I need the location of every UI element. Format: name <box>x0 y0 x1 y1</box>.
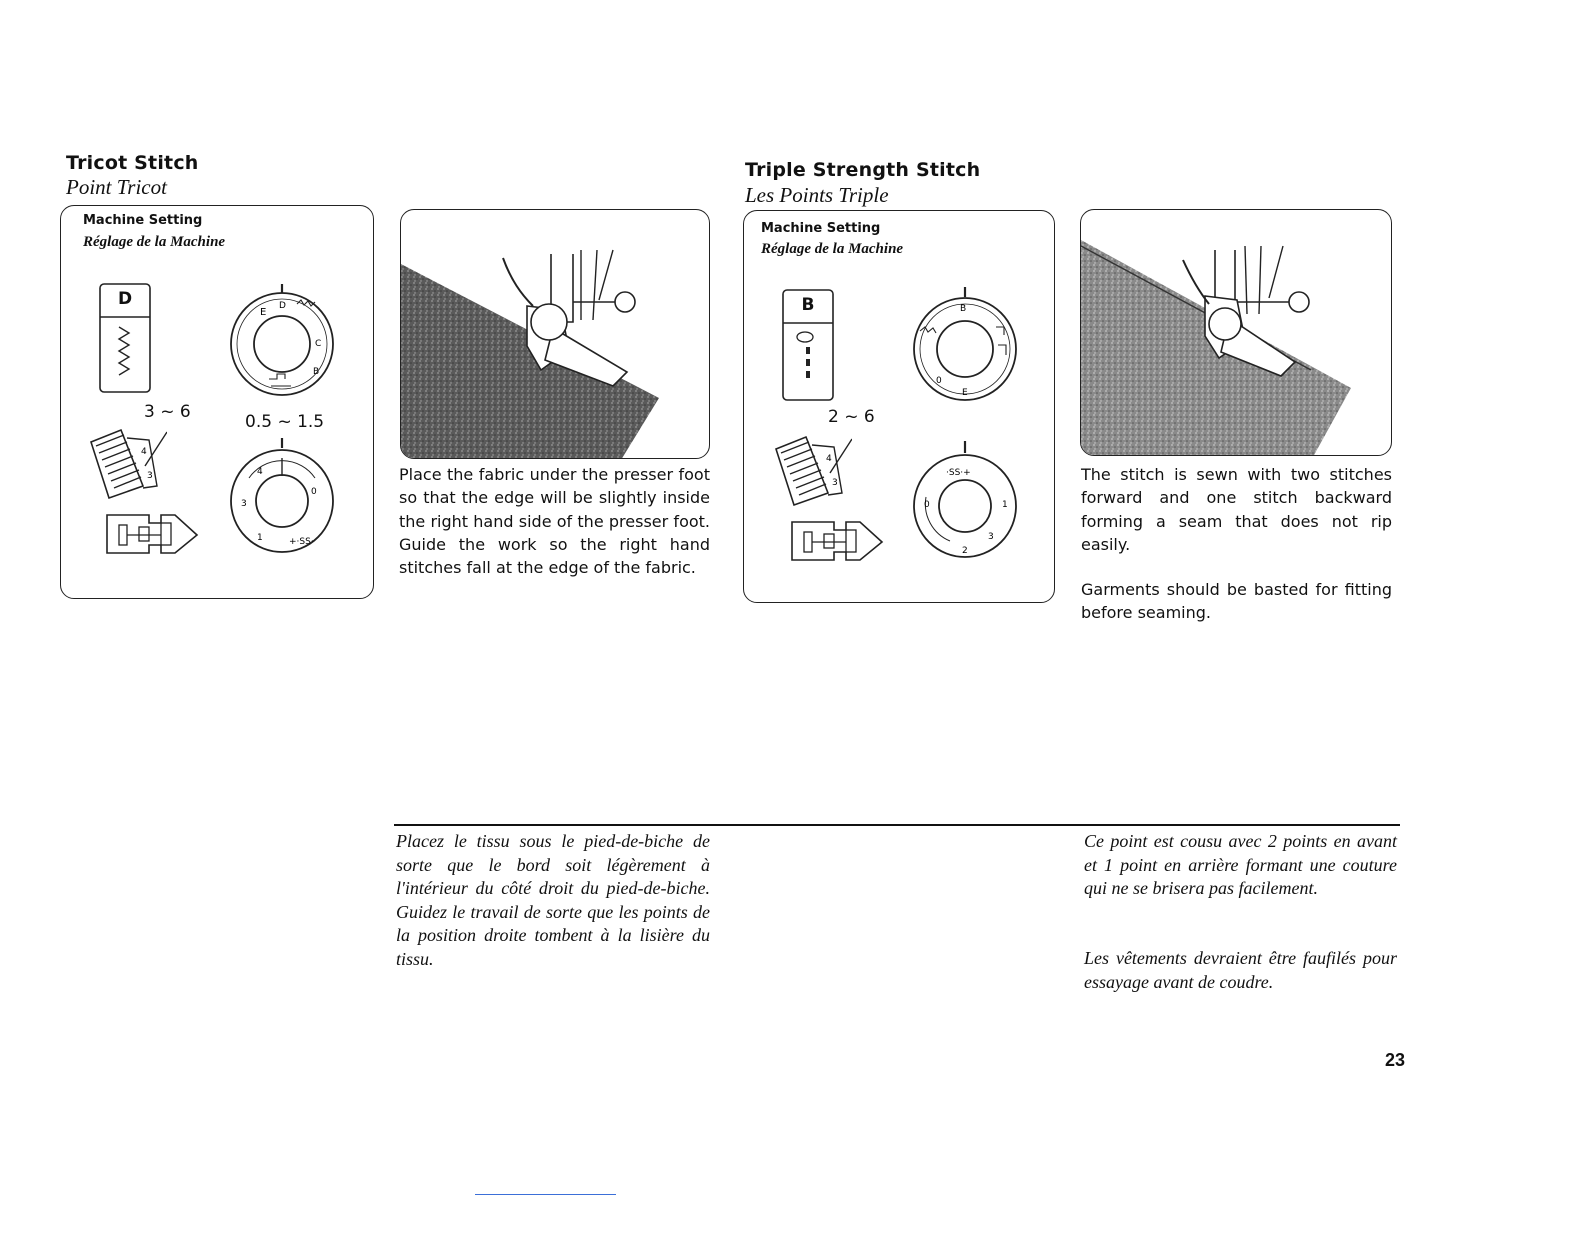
pattern-selector-card <box>782 289 834 401</box>
pattern-selector-card <box>99 283 151 393</box>
presser-foot-icon <box>790 516 886 564</box>
triple-title-fr: Les Points Triple <box>745 183 889 207</box>
triple-description-en-1: The stitch is sewn with two stitches forward and one stitch backward forming a seam that does not rip easily. <box>1081 465 1392 554</box>
pattern-letter: D <box>117 289 133 309</box>
tricot-title-en: Tricot Stitch <box>66 152 199 174</box>
triple-description-en-2: Garments should be basted for fitting before seaming. <box>1081 580 1392 623</box>
pattern-dial-icon <box>910 287 1020 401</box>
pattern-letter: B <box>801 295 815 315</box>
triple-sewing-illustration <box>1080 209 1392 456</box>
svg-text:0: 0 <box>924 500 930 510</box>
svg-text:·SS·+: ·SS·+ <box>946 468 971 478</box>
tricot-instruction-fr: Placez le tissu sous le pied-de-biche de sorte que le bord soit légèrement à l'intérieur du côté droit du pied-de-biche. Guidez le travail de sorte que les points de la position droite tombent à la lisière du tissu. <box>396 831 710 969</box>
svg-text:2: 2 <box>962 546 968 556</box>
tricot-machine-setting-panel <box>60 205 374 599</box>
svg-text:1: 1 <box>1002 500 1008 510</box>
stitch-length-setting: 2 ~ 6 <box>828 407 875 427</box>
svg-text:E: E <box>962 388 968 398</box>
triple-description-fr-2: Les vêtements devraient être faufilés pour essayage avant de coudre. <box>1084 948 1397 992</box>
stitch-length-setting: 3 ~ 6 <box>144 402 191 422</box>
triple-machine-setting-panel <box>743 210 1055 603</box>
svg-text:D: D <box>279 301 286 311</box>
presser-foot-icon <box>105 509 201 557</box>
machine-setting-label-en: Machine Setting <box>83 213 203 228</box>
tricot-sewing-illustration <box>400 209 710 459</box>
svg-text:1: 1 <box>257 533 263 543</box>
svg-text:0: 0 <box>311 487 317 497</box>
machine-setting-label-fr: Réglage de la Machine <box>761 241 904 257</box>
link-underline <box>475 1194 616 1195</box>
svg-text:B: B <box>960 304 967 314</box>
stitch-width-setting: 0.5 ~ 1.5 <box>245 412 325 432</box>
svg-text:0: 0 <box>936 376 942 386</box>
triple-description-fr-1: Ce point est cousu avec 2 points en avant et 1 point en arrière formant une couture qui ne se brisera pas facilement. <box>1084 831 1397 898</box>
stitch-width-dial-icon <box>910 441 1020 559</box>
pattern-dial-icon <box>227 284 337 396</box>
svg-text:3: 3 <box>832 478 838 488</box>
machine-setting-label-en: Machine Setting <box>761 221 881 236</box>
tricot-instruction-en: Place the fabric under the presser foot so that the edge will be slightly inside the right hand side of the presser foot. Guide the work so the right hand stitches fall at the edge of the fabric. <box>399 465 710 578</box>
svg-text:C: C <box>315 339 322 349</box>
stitch-length-dial-icon <box>772 427 852 507</box>
page-number: 23 <box>1385 1050 1406 1070</box>
svg-text:3: 3 <box>988 532 994 542</box>
svg-text:E: E <box>260 307 267 318</box>
stitch-width-dial-icon <box>227 438 337 554</box>
svg-text:3: 3 <box>147 471 153 481</box>
stitch-length-dial-icon <box>87 420 167 500</box>
svg-text:4: 4 <box>257 467 263 477</box>
svg-text:4: 4 <box>141 447 147 457</box>
tricot-title-fr: Point Tricot <box>66 175 167 199</box>
machine-setting-label-fr: Réglage de la Machine <box>83 234 226 250</box>
svg-text:4: 4 <box>826 454 832 464</box>
triple-title-en: Triple Strength Stitch <box>745 159 981 181</box>
svg-text:3: 3 <box>241 499 247 509</box>
svg-text:+·SS·: +·SS· <box>289 537 314 547</box>
section-divider <box>394 824 1400 826</box>
svg-text:B: B <box>313 367 320 377</box>
